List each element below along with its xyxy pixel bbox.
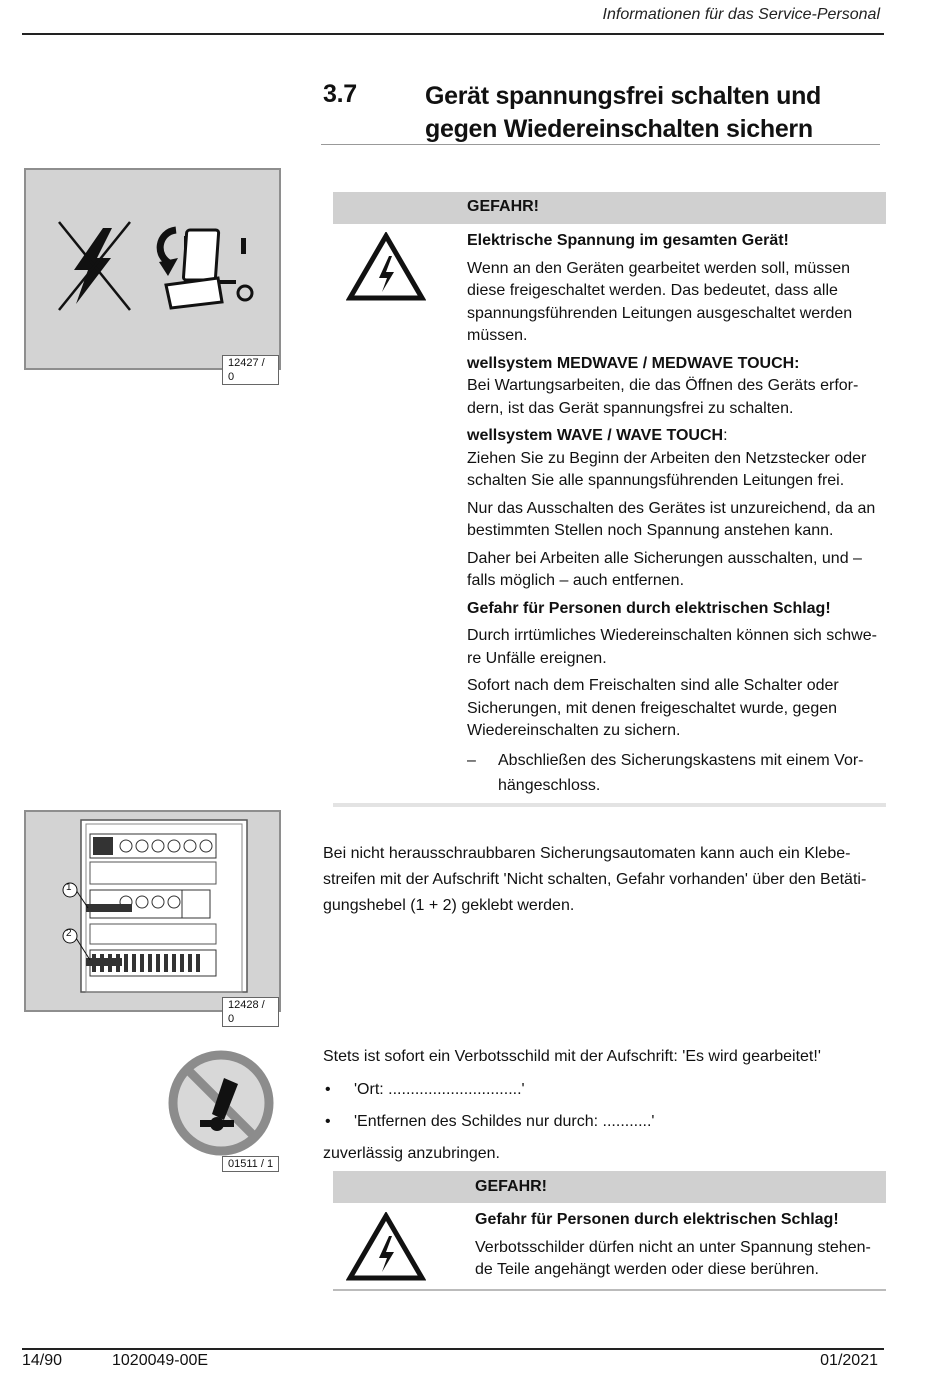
- medwave-text: Bei Wartungsarbeiten, die das Öffnen des Geräts erfor-dern, ist das Gerät spannungsfrei zu schalten.: [467, 377, 859, 417]
- danger-1-content: [467, 230, 882, 798]
- callout-1: 1: [66, 882, 72, 893]
- section-number: 3.7: [323, 80, 357, 108]
- header-rule: [22, 33, 884, 35]
- danger-end-rule: [333, 803, 886, 807]
- paragraph-daher: Daher bei Arbeiten alle Sicherungen ausschalten, und – falls möglich – auch entfernen.: [467, 549, 862, 589]
- danger-2-content: [475, 1209, 880, 1282]
- figure-disconnect-switch: [24, 168, 281, 383]
- list-dash: –: [467, 751, 476, 769]
- medwave-heading: wellsystem MEDWAVE / MEDWAVE TOUCH:: [467, 354, 800, 372]
- wave-text: Ziehen Sie zu Beginn der Arbeiten den Netzstecker oder schalten Sie alle spannungsführenden Leitungen frei.: [467, 449, 867, 489]
- no-voltage-switch-illustration: [26, 170, 279, 368]
- section-title-rule: [321, 144, 880, 145]
- sign-intro: Stets ist sofort ein Verbotsschild mit der Aufschrift: 'Es wird gearbeitet!': [323, 1048, 821, 1065]
- figure-fuse-box: [24, 810, 281, 1025]
- sign-section: [323, 1046, 883, 1165]
- danger-end-rule: [333, 1289, 886, 1291]
- section-title: [425, 80, 821, 146]
- section-title-line1: Gerät spannungsfrei schalten und: [425, 82, 822, 110]
- prohibition-switch-sign-icon: [166, 1048, 276, 1158]
- danger-heading: GEFAHR!: [475, 1178, 547, 1195]
- page-number: 14/90: [22, 1352, 63, 1369]
- list-item-text: Abschließen des Sicherungskastens mit einem Vor-hängeschloss.: [498, 751, 864, 794]
- sign-outro: zuverlässig anzubringen.: [323, 1144, 500, 1162]
- fuse-box-illustration: [26, 812, 279, 1010]
- danger-heading: GEFAHR!: [467, 198, 539, 215]
- bullet-symbol: •: [325, 1113, 331, 1130]
- document-date: 01/2021: [820, 1352, 878, 1369]
- bullet-item: [323, 1111, 883, 1134]
- bullet-symbol: •: [325, 1080, 331, 1098]
- footer-rule: [22, 1348, 884, 1350]
- running-header: Informationen für das Service-Personal: [602, 6, 880, 23]
- electric-hazard-warning-icon: [346, 1212, 426, 1282]
- bullet-text: 'Entfernen des Schildes nur durch: ...........': [354, 1113, 655, 1130]
- danger-subheading: Gefahr für Personen durch elektrischen Schlag!: [475, 1211, 839, 1228]
- danger-heading-bar: [333, 1171, 886, 1203]
- bullet-item: [323, 1079, 883, 1102]
- bullet-text: 'Ort: ..............................': [354, 1080, 525, 1098]
- danger-heading-bar: [333, 192, 886, 224]
- danger-text: Verbotsschilder dürfen nicht an unter Spannung stehen-de Teile angehängt werden oder diese berühren.: [475, 1238, 871, 1278]
- figure-label: 12428 / 0: [222, 997, 279, 1027]
- wave-heading-line: [467, 425, 882, 448]
- figure-label: 12427 / 0: [222, 355, 279, 385]
- gefahr-heading: Gefahr für Personen durch elektrischen Schlag!: [467, 599, 831, 617]
- paragraph-durch: Durch irrtümliches Wiedereinschalten können sich schwe-re Unfälle ereignen.: [467, 627, 877, 667]
- tape-paragraph: Bei nicht herausschraubbaren Sicherungsautomaten kann auch ein Klebe-streifen mit der Aufschrift 'Nicht schalten, Gefahr vorhanden' über den Betäti-gungshebel (1 + 2) geklebt werden.: [323, 845, 867, 914]
- danger-subheading: Elektrische Spannung im gesamten Gerät!: [467, 232, 789, 249]
- electric-hazard-warning-icon: [346, 232, 426, 302]
- paragraph-sofort: Sofort nach dem Freischalten sind alle Schalter oder Sicherungen, mit denen freigeschaltet wurde, gegen Wiedereinschalten zu sichern.: [467, 677, 839, 739]
- list-item: [467, 748, 882, 798]
- callout-2: 2: [66, 928, 72, 939]
- document-number: 1020049-00E: [112, 1352, 209, 1369]
- figure-label: 01511 / 1: [222, 1156, 279, 1172]
- danger-paragraph: Wenn an den Geräten gearbeitet werden soll, müssen diese freigeschaltet werden. Das bedeutet, dass alle spannungsführenden Leitungen ausgeschaltet werden müssen.: [467, 259, 853, 344]
- paragraph-nur: Nur das Ausschalten des Gerätes ist unzureichend, da an bestimmten Stellen noch Spannung anstehen kann.: [467, 499, 876, 539]
- section-title-line2: gegen Wiedereinschalten sichern: [425, 115, 813, 143]
- wave-heading: wellsystem WAVE / WAVE TOUCH: [467, 427, 724, 444]
- wave-colon: :: [723, 427, 728, 444]
